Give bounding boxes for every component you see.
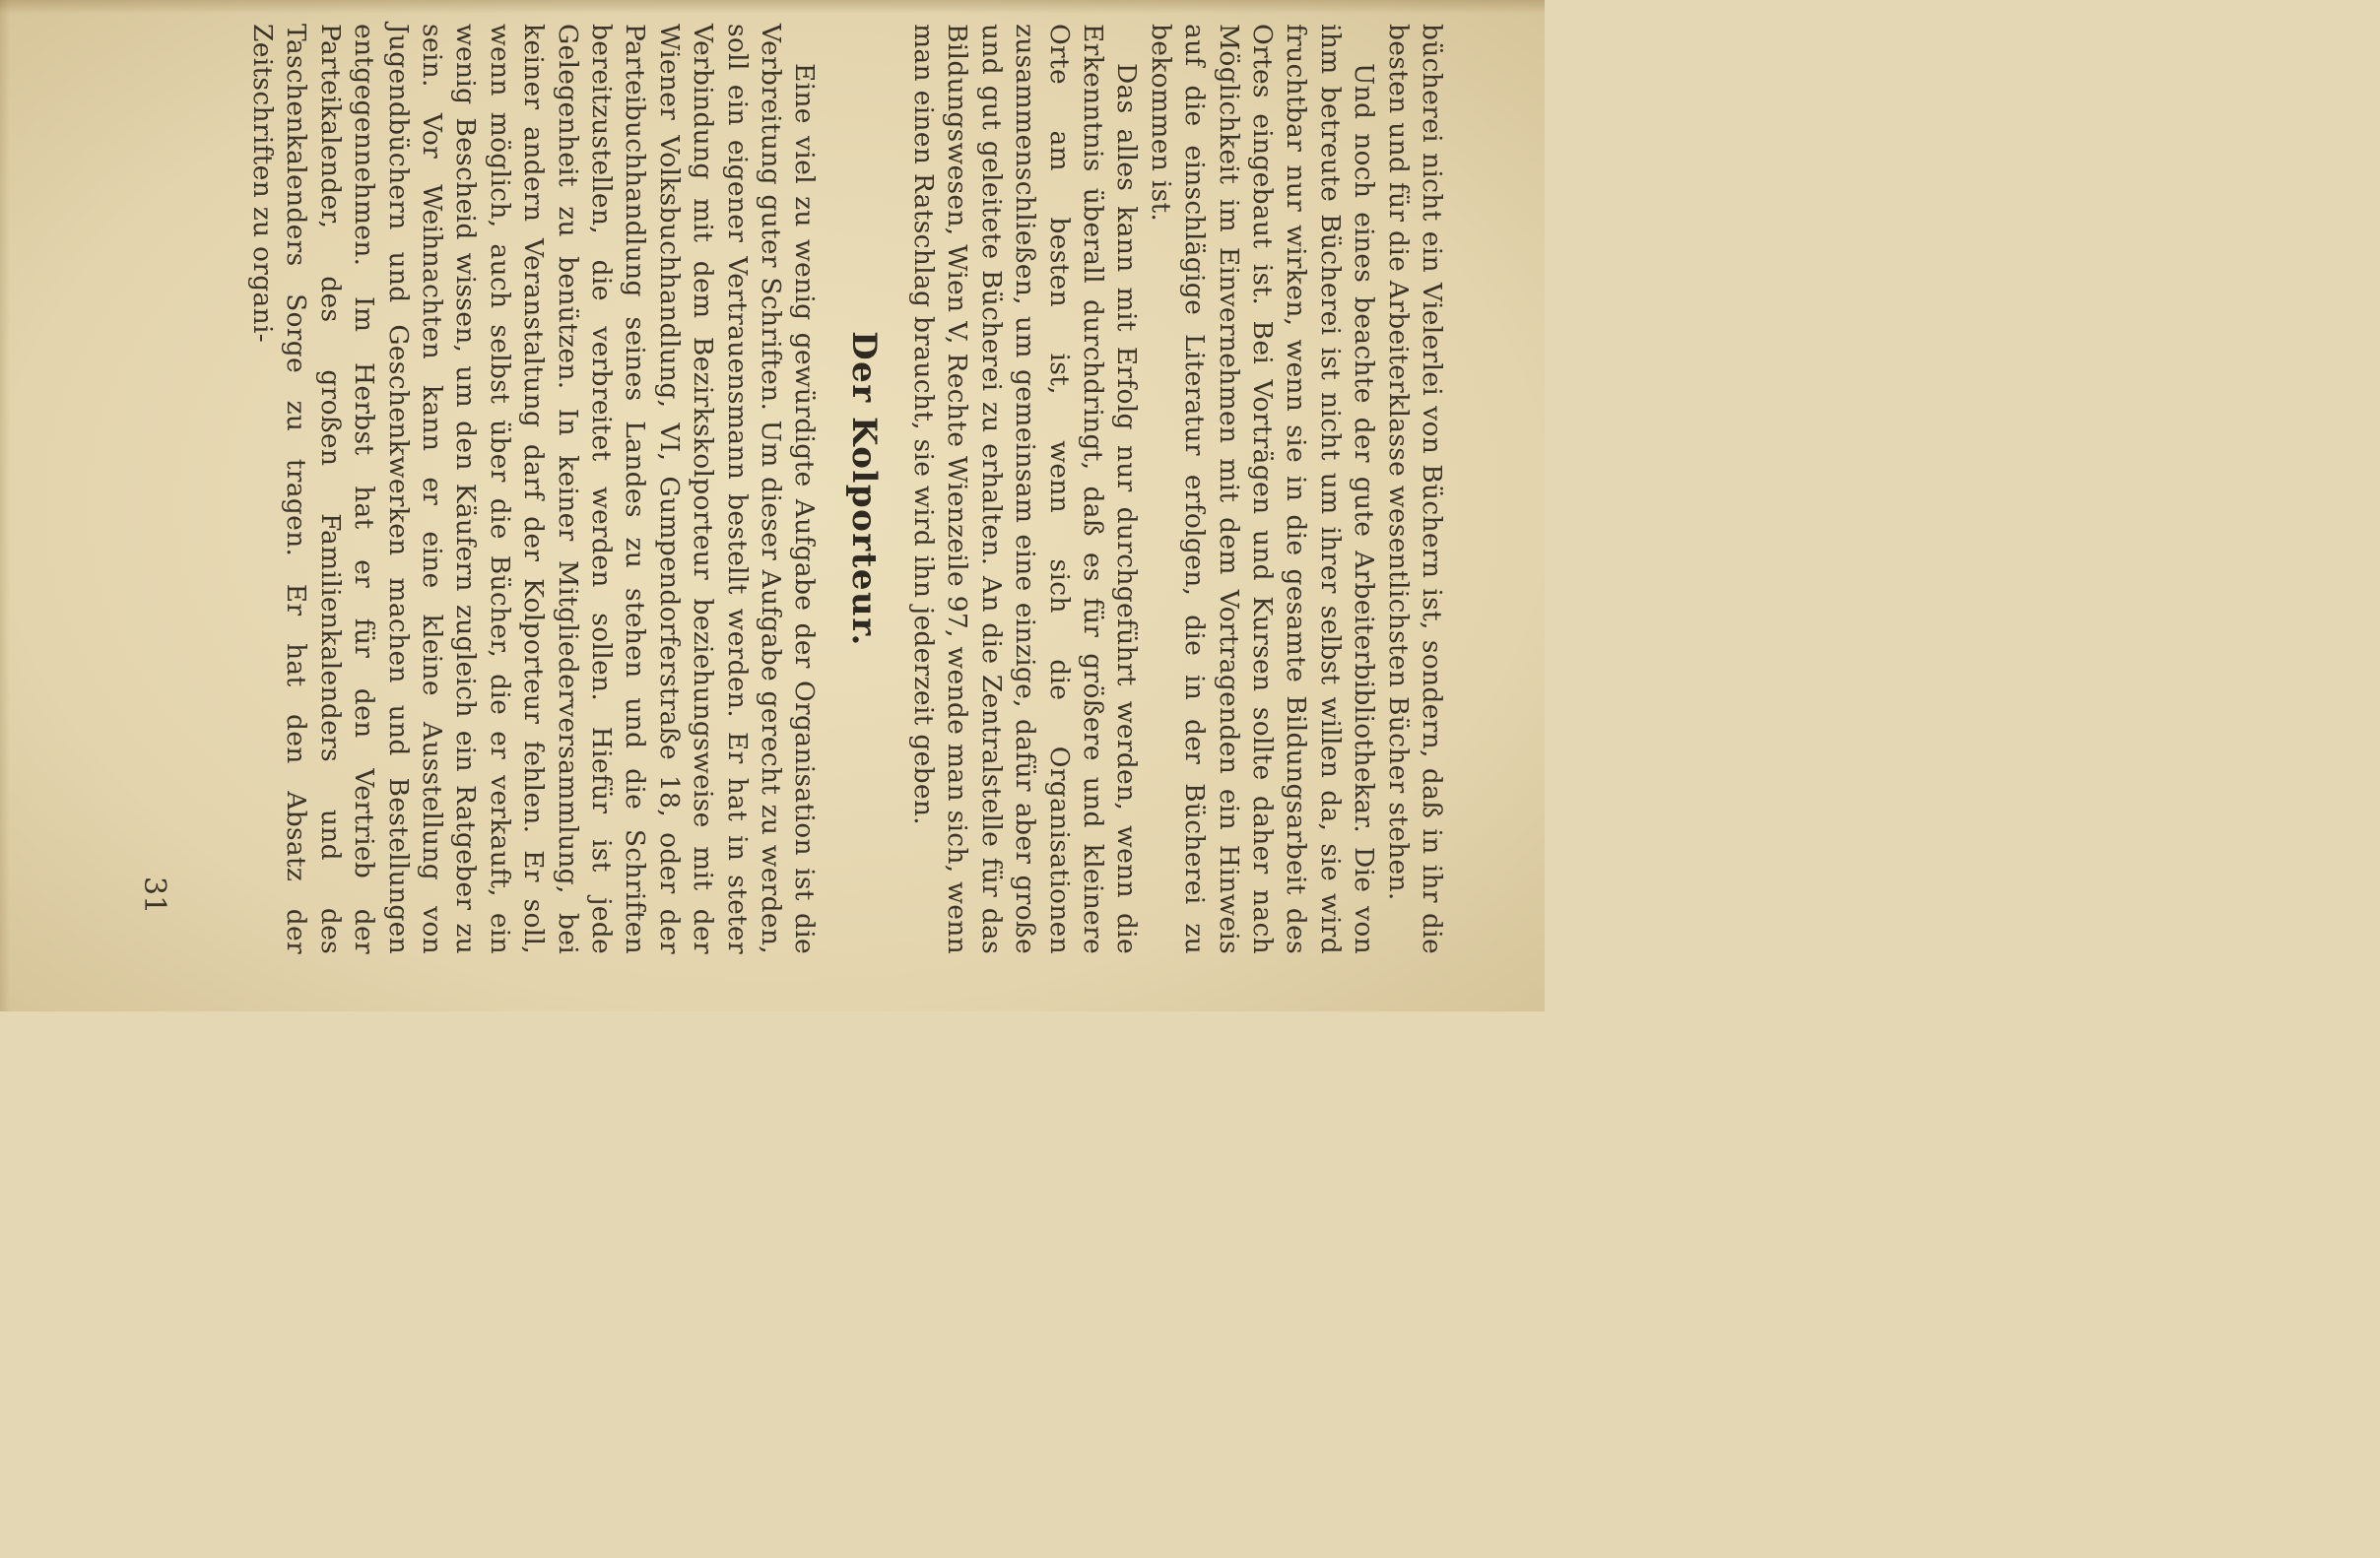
paragraph-continuation: bücherei nicht ein Vielerlei von Büchern ist, sondern, daß in ihr die besten und für die Arbeiterklasse wesentlichsten Bücher stehen. <box>1382 24 1447 954</box>
paragraph-organizations: Das alles kann mit Erfolg nur durchgeführt werden, wenn die Erkenntnis überall durchdringt, daß es für größere und kleinere Orte am besten ist, wenn sich die Organisationen zusammenschließen, um gemeinsam eine einzige, dafür aber große und gut geleitete Bücherei zu erhalten. An die Zentralstelle für das Bildungswesen, Wien V, Rechte Wienzeile 97, wende man sich, wenn man einen Ratschlag braucht, sie wird ihn jederzeit geben. <box>907 24 1143 954</box>
paragraph-kolporteur: Eine viel zu wenig gewürdigte Aufgabe der Organisation ist die Verbreitung guter Schriften. Um dieser Aufgabe gerecht zu werden, soll ein eigener Vertrauensmann bestellt werden. Er hat in steter Verbindung mit dem Bezirkskolporteur beziehungsweise mit der Wiener Volksbuchhandlung, VI, Gumpendorferstraße 18, oder der Parteibuchhandlung seines Landes zu stehen und die Schriften bereitzustellen, die verbreitet werden sollen. Hiefür ist jede Gelegenheit zu benützen. In keiner Mitgliederversammlung, bei keiner andern Veranstaltung darf der Kolporteur fehlen. Er soll, wenn möglich, auch selbst über die Bücher, die er verkauft, ein wenig Bescheid wissen, um den Käufern zugleich ein Ratgeber zu sein. Vor Weihnachten kann er eine kleine Ausstellung von Jugendbüchern und Geschenkwerken machen und Bestellungen entgegennehmen. Im Herbst hat er für den Vertrieb der Parteikalender, des großen Familienkalenders und des Taschenkalenders Sorge zu tragen. Er hat den Absatz der Zeitschriften zu organi- <box>247 24 821 954</box>
rotated-print-area <box>83 2 1462 987</box>
text-column <box>245 24 1448 954</box>
scanned-page <box>0 0 1545 1011</box>
page-number: 31 <box>137 876 171 915</box>
paragraph-librarian: Und noch eines beachte der gute Arbeiterbibliothekar. Die von ihm betreute Bücherei ist nicht um ihrer selbst willen da, sie wird fruchtbar nur wirken, wenn sie in die gesamte Bildungsarbeit des Ortes eingebaut ist. Bei Vorträgen und Kursen sollte daher nach Möglichkeit im Einvernehmen mit dem Vortragenden ein Hinweis auf die einschlägige Literatur erfolgen, die in der Bücherei zu bekommen ist. <box>1145 24 1380 954</box>
section-heading: Der Kolporteur. <box>844 331 885 647</box>
